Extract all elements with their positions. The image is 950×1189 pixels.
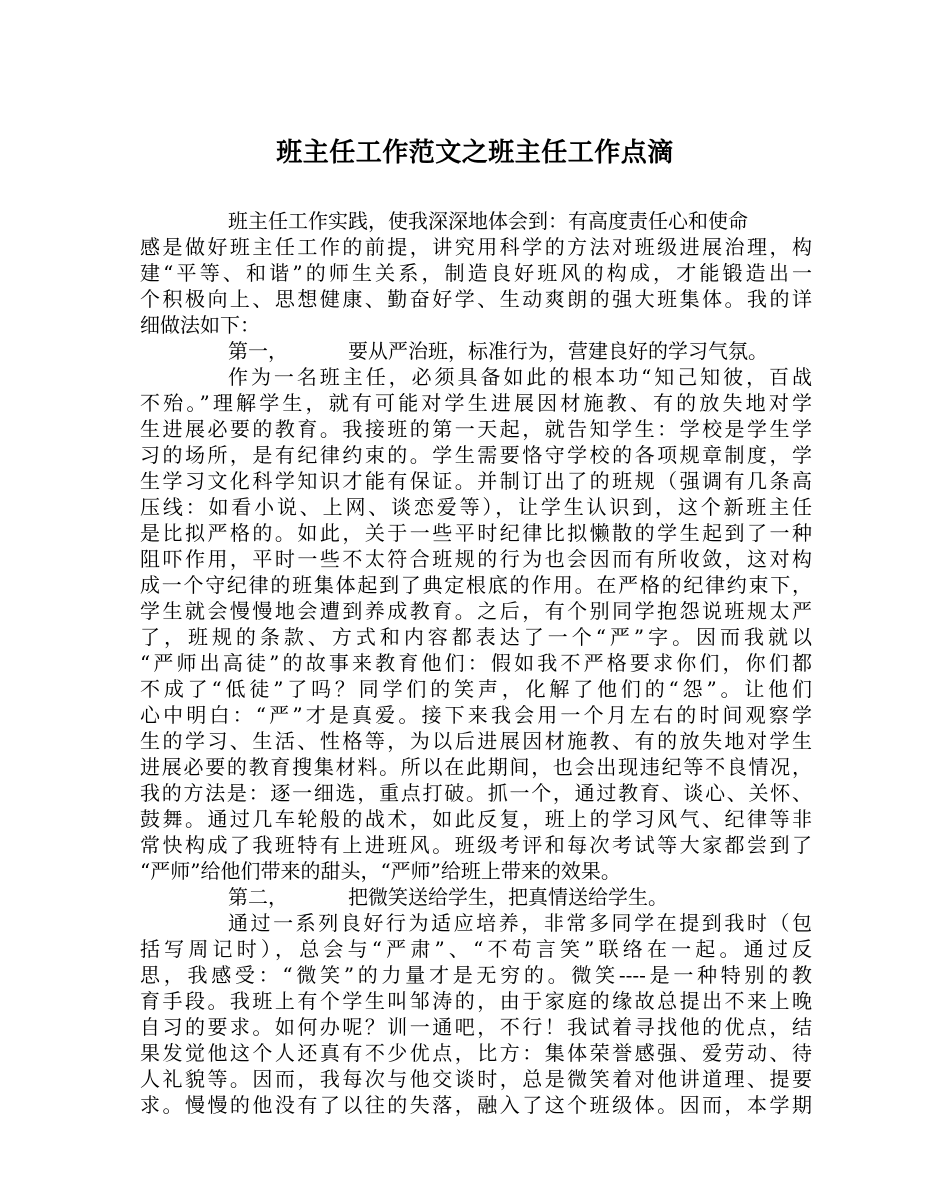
text-line: 不成了“低徒”了吗？同学们的笑声，化解了他们的“怨”。让他们 — [140, 677, 812, 701]
text-line: 生学习文化科学知识才能有保证。并制订出了的班规（强调有几条高 — [140, 469, 812, 493]
text-line: 作为一名班主任，必须具备如此的根本功“知己知彼，百战 — [228, 365, 812, 389]
section-number: 第一， — [228, 339, 288, 363]
text-line: 是比拟严格的。如此，关于一些平时纪律比拟懒散的学生起到了一种 — [140, 521, 812, 545]
text-line: 生进展必要的教育。我接班的第一天起，就告知学生：学校是学生学 — [140, 417, 812, 441]
text-line: 建“平等、和谐”的师生关系，制造良好班风的构成，才能锻造出一 — [140, 261, 812, 285]
text-line: 压线：如看小说、上网、谈恋爱等），让学生认识到，这个新班主任 — [140, 495, 812, 519]
text-line: 我的方法是：逐一细选，重点打破。抓一个，通过教育、谈心、关怀、 — [140, 781, 812, 805]
text-line: 果发觉他这个人还真有不少优点，比方：集体荣誉感强、爱劳动、待 — [140, 1041, 812, 1065]
text-line: 班主任工作实践，使我深深地体会到：有高度责任心和使命 — [228, 209, 748, 233]
text-line: 自习的要求。如何办呢？训一通吧，不行！我试着寻找他的优点，结 — [140, 1015, 812, 1039]
section-heading-1 — [140, 338, 812, 364]
document-title: 班主任工作范文之班主任工作点滴 — [276, 138, 674, 168]
text-line: 育手段。我班上有个学生叫邹涛的，由于家庭的缘故总提出不来上晚 — [140, 989, 812, 1013]
text-line: 鼓舞。通过几车轮般的战术，如此反复，班上的学习风气、纪律等非 — [140, 807, 812, 831]
text-line: 感是做好班主任工作的前提，讲究用科学的方法对班级进展治理，构 — [140, 235, 812, 259]
text-line: 括写周记时），总会与“严肃”、“不苟言笑”联络在一起。通过反 — [140, 937, 812, 961]
text-line: 不殆。”理解学生，就有可能对学生进展因材施教、有的放失地对学 — [140, 391, 812, 415]
text-line: 细做法如下： — [140, 313, 260, 337]
text-line: 个积极向上、思想健康、勤奋好学、生动爽朗的强大班集体。我的详 — [140, 287, 812, 311]
text-line: 人礼貌等。因而，我每次与他交谈时，总是微笑着对他讲道理、提要 — [140, 1067, 812, 1091]
text-line: 常快构成了我班特有上进班风。班级考评和每次考试等大家都尝到了 — [140, 833, 812, 857]
text-line: 思，我感受：“微笑”的力量才是无穷的。微笑----是一种特别的教 — [140, 963, 812, 987]
text-line: 习的场所，是有纪律约束的。学生需要恪守学校的各项规章制度，学 — [140, 443, 812, 467]
text-line: 通过一系列良好行为适应培养，非常多同学在提到我时（包 — [228, 911, 812, 935]
text-line: 阻吓作用，平时一些不太符合班规的行为也会因而有所收敛，这对构 — [140, 547, 812, 571]
text-line: “严师出高徒”的故事来教育他们：假如我不严格要求你们，你们都 — [140, 651, 812, 675]
document-body — [140, 208, 812, 1118]
text-line: 进展必要的教育搜集材料。所以在此期间，也会出现违纪等不良情况， — [140, 755, 812, 779]
text-line: 生的学习、生活、性格等，为以后进展因材施教、有的放失地对学生 — [140, 729, 812, 753]
section-heading-text: 要从严治班，标准行为，营建良好的学习气氛。 — [348, 339, 768, 363]
text-line: 了，班规的条款、方式和内容都表达了一个“严”字。因而我就以 — [140, 625, 812, 649]
section-heading-2 — [140, 884, 812, 910]
section-number: 第二， — [228, 885, 288, 909]
text-line: “严师”给他们带来的甜头，“严师”给班上带来的效果。 — [140, 859, 621, 883]
section-heading-text: 把微笑送给学生，把真情送给学生。 — [348, 885, 668, 909]
text-line: 心中明白：“严”才是真爱。接下来我会用一个月左右的时间观察学 — [140, 703, 812, 727]
text-line: 学生就会慢慢地会遭到养成教育。之后，有个别同学抱怨说班规太严 — [140, 599, 812, 623]
text-line: 成一个守纪律的班集体起到了典定根底的作用。在严格的纪律约束下， — [140, 573, 812, 597]
text-line: 求。慢慢的他没有了以往的失落，融入了这个班级体。因而，本学期 — [140, 1093, 812, 1117]
